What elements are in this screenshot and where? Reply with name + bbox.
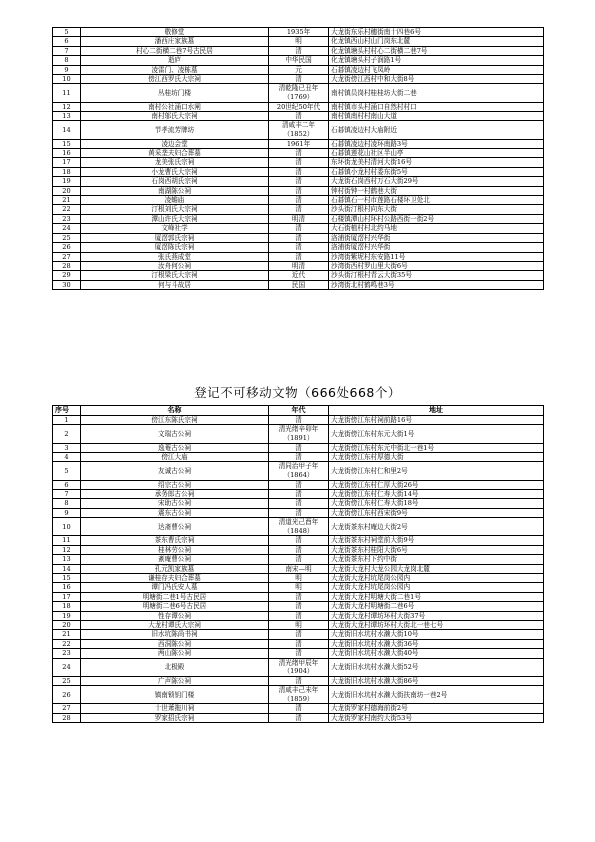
cell-era: 清	[269, 158, 329, 167]
cell-name: 小龙曹氏大宗祠	[81, 167, 269, 176]
cell-era: 明清	[269, 214, 329, 223]
table-row	[53, 280, 544, 289]
cell-serial: 8	[53, 499, 81, 508]
cell-address: 大龙街罗家村南约大街53号	[329, 713, 544, 722]
table-row	[53, 65, 544, 74]
cell-serial: 8	[53, 56, 81, 65]
cell-name: 文峰社学	[81, 224, 269, 233]
cell-era: 民国	[269, 280, 329, 289]
cell-era: 清同治甲子年（1864）	[269, 462, 329, 480]
cell-name: 达斋曹公祠	[81, 518, 269, 536]
cell-address: 大龙街大龙村坑尾岗公园内	[329, 583, 544, 592]
cell-era: 清	[269, 704, 329, 713]
cell-era: 清	[269, 649, 329, 658]
cell-address: 大龙街旧水坑村水濑大街86号	[329, 676, 544, 685]
cell-era: 清	[269, 205, 329, 214]
cell-address: 大龙街石岗西村万石大街29号	[329, 177, 544, 186]
cell-era: 清	[269, 555, 329, 564]
cell-era: 清	[269, 186, 329, 195]
cell-address: 大龙街旧水坑村水濑大街40号	[329, 649, 544, 658]
cell-address: 大龙街傍江西村中和大街8号	[329, 75, 544, 84]
cell-serial: 11	[53, 536, 81, 545]
table-row	[53, 214, 544, 223]
cell-name: 罗家招氏宗祠	[81, 713, 269, 722]
cell-name: 十世萧拖川祠	[81, 704, 269, 713]
table-header	[53, 406, 544, 416]
cell-era: 清咸丰二年（1852）	[269, 121, 329, 139]
cell-serial: 19	[53, 177, 81, 186]
cell-address: 化龙镇塘头村村心二街横二巷7号	[329, 46, 544, 55]
table-row	[53, 686, 544, 704]
relic-table-top	[52, 27, 544, 290]
cell-serial: 10	[53, 75, 81, 84]
cell-era: 清光绪辛卯年（1891）	[269, 425, 329, 443]
cell-serial: 19	[53, 611, 81, 620]
cell-name: 厦滘陈氏宗祠	[81, 243, 269, 252]
table-row	[53, 167, 544, 176]
table-row	[53, 37, 544, 46]
table-row	[53, 480, 544, 489]
table-row	[53, 139, 544, 148]
table-row	[53, 75, 544, 84]
cell-serial: 26	[53, 686, 81, 704]
cell-serial: 1	[53, 416, 81, 425]
cell-era: 清	[269, 112, 329, 121]
table-row	[53, 261, 544, 270]
cell-address: 大龙街大龙村明塘街二巷6号	[329, 602, 544, 611]
cell-address: 化龙镇西山村山门岗东北麓	[329, 37, 544, 46]
table-row	[53, 186, 544, 195]
table-row	[53, 583, 544, 592]
cell-address: 沙湾街北村鹤鸣巷3号	[329, 280, 544, 289]
cell-address: 石楼镇潭山村环村公路西街一街2号	[329, 214, 544, 223]
cell-address: 南村镇南村村南山大道	[329, 112, 544, 121]
cell-serial: 12	[53, 102, 81, 111]
cell-era: 清	[269, 545, 329, 554]
table-row	[53, 224, 544, 233]
cell-address: 石碁镇凌边村凌环南路3号	[329, 139, 544, 148]
cell-serial: 17	[53, 158, 81, 167]
cell-era: 明	[269, 37, 329, 46]
cell-serial: 30	[53, 280, 81, 289]
table-row	[53, 416, 544, 425]
cell-era: 清	[269, 602, 329, 611]
table-row	[53, 158, 544, 167]
cell-era: 清	[269, 75, 329, 84]
cell-era: 清光绪甲辰年（1904）	[269, 658, 329, 676]
cell-era: 清	[269, 490, 329, 499]
cell-name: 震东古公祠	[81, 508, 269, 517]
cell-era: 清	[269, 676, 329, 685]
cell-address: 大龙街傍江东村祠前路16号	[329, 416, 544, 425]
cell-serial: 14	[53, 564, 81, 573]
cell-serial: 5	[53, 462, 81, 480]
table-row	[53, 536, 544, 545]
cell-name: 厦滘郭氏宗祠	[81, 233, 269, 242]
cell-era: 清	[269, 713, 329, 722]
cell-address: 大龙街茶东村庵边大街2号	[329, 518, 544, 536]
header-serial: 序号	[53, 406, 81, 416]
cell-era: 清	[269, 46, 329, 55]
registered-relic-table	[52, 405, 544, 723]
cell-address: 大龙街大龙村明塘大街二巷1号	[329, 592, 544, 601]
table-row	[53, 602, 544, 611]
cell-serial: 18	[53, 602, 81, 611]
cell-address: 大龙街傍江东村仁寿大街18号	[329, 499, 544, 508]
cell-name: 节孝流芳牌坊	[81, 121, 269, 139]
cell-name: 友诚古公祠	[81, 462, 269, 480]
cell-name: 西洞陈公祠	[81, 639, 269, 648]
cell-address: 洛浦街厦滘村兴华街	[329, 243, 544, 252]
cell-serial: 15	[53, 574, 81, 583]
table-row	[53, 649, 544, 658]
table-row	[53, 621, 544, 630]
cell-name: 镇南锁钥门楼	[81, 686, 269, 704]
cell-name: 傍江大庙	[81, 453, 269, 462]
cell-era: 清	[269, 480, 329, 489]
cell-era: 清	[269, 177, 329, 186]
cell-serial: 4	[53, 453, 81, 462]
cell-name: 汀根刘氏大宗祠	[81, 205, 269, 214]
table-row	[53, 28, 544, 37]
cell-address: 大龙街茶东村祠堂前大街9号	[329, 536, 544, 545]
table-row	[53, 630, 544, 639]
cell-address: 洛浦街厦滘村兴华街	[329, 233, 544, 242]
cell-serial: 29	[53, 271, 81, 280]
cell-address: 大龙街傍江东村东元大街1号	[329, 425, 544, 443]
section-heading: 登记不可移动文物（666处668个）	[194, 385, 401, 400]
cell-name: 汝舟何公祠	[81, 261, 269, 270]
cell-serial: 24	[53, 658, 81, 676]
cell-serial: 12	[53, 545, 81, 554]
cell-era: 明	[269, 621, 329, 630]
cell-address: 大龙街大龙村谭坊环村大街北一巷七号	[329, 621, 544, 630]
cell-serial: 20	[53, 621, 81, 630]
cell-serial: 10	[53, 518, 81, 536]
cell-era: 清	[269, 149, 329, 158]
cell-era: 清	[269, 224, 329, 233]
table-row	[53, 102, 544, 111]
cell-serial: 21	[53, 630, 81, 639]
cell-serial: 7	[53, 490, 81, 499]
cell-serial: 28	[53, 713, 81, 722]
cell-address: 大石街植村村北约马地	[329, 224, 544, 233]
table-row	[53, 121, 544, 139]
cell-address: 东环街龙美村清河大街16号	[329, 158, 544, 167]
cell-serial: 26	[53, 243, 81, 252]
cell-address: 大龙街罗家村德海前街2号	[329, 704, 544, 713]
cell-era: 1935年	[269, 28, 329, 37]
header-era: 年代	[269, 406, 329, 416]
cell-address: 石碁镇石一村市莲路石楼环卫处北	[329, 196, 544, 205]
cell-address: 石碁镇凌边村大庙附近	[329, 121, 544, 139]
table-row	[53, 545, 544, 554]
cell-name: 桂林劳公祠	[81, 545, 269, 554]
cell-serial: 13	[53, 112, 81, 121]
cell-era: 清	[269, 639, 329, 648]
cell-serial: 9	[53, 508, 81, 517]
cell-address: 南村镇市头村涌口自然村村口	[329, 102, 544, 111]
table-row	[53, 271, 544, 280]
header-address: 地址	[329, 406, 544, 416]
cell-address: 大龙街傍江东村仁寿大街14号	[329, 490, 544, 499]
table-row	[53, 518, 544, 536]
cell-name: 南村公社涌口水闸	[81, 102, 269, 111]
cell-name: 汀根梁氏大宗祠	[81, 271, 269, 280]
cell-name: 张氏燕成堂	[81, 252, 269, 261]
cell-name: 傍江西罗氏大宗祠	[81, 75, 269, 84]
cell-name: 大龙村谭氏大宗祠	[81, 621, 269, 630]
cell-name: 北极殿	[81, 658, 269, 676]
cell-era: 清乾隆已丑年（1769）	[269, 84, 329, 102]
cell-era: 清	[269, 508, 329, 517]
cell-serial: 17	[53, 592, 81, 601]
cell-name: 明塘街二巷6号古民居	[81, 602, 269, 611]
cell-serial: 23	[53, 649, 81, 658]
cell-era: 清	[269, 592, 329, 601]
table-row	[53, 713, 544, 722]
cell-serial: 27	[53, 704, 81, 713]
table-row	[53, 453, 544, 462]
cell-serial: 6	[53, 37, 81, 46]
cell-era: 清	[269, 443, 329, 452]
cell-name: 承务郎古公祠	[81, 490, 269, 499]
cell-serial: 18	[53, 167, 81, 176]
cell-address: 大龙街傍江东村仁和里2号	[329, 462, 544, 480]
cell-name: 逸菴古公祠	[81, 443, 269, 452]
table-row	[53, 639, 544, 648]
table-row	[53, 592, 544, 601]
table-row	[53, 196, 544, 205]
cell-serial: 3	[53, 443, 81, 452]
cell-era: 南宋—明	[269, 564, 329, 573]
cell-name: 何与斗故居	[81, 280, 269, 289]
cell-address: 石碁镇凌边村飞凤岭	[329, 65, 544, 74]
cell-name: 黄采垄夫妇合葬墓	[81, 149, 269, 158]
cell-serial: 20	[53, 186, 81, 195]
cell-serial: 25	[53, 676, 81, 685]
table-row	[53, 574, 544, 583]
cell-serial: 2	[53, 425, 81, 443]
cell-serial: 25	[53, 233, 81, 242]
cell-address: 大龙街东乐村穗街南十四巷6号	[329, 28, 544, 37]
cell-serial: 22	[53, 639, 81, 648]
cell-name: 凌雷门、凌栋墓	[81, 65, 269, 74]
cell-serial: 24	[53, 224, 81, 233]
cell-name: 绍宗古公祠	[81, 480, 269, 489]
cell-serial: 5	[53, 28, 81, 37]
cell-address: 大龙街傍江东村厚德大街	[329, 453, 544, 462]
cell-name: 石岗西胡氏宗祠	[81, 177, 269, 186]
cell-name: 逝庐	[81, 56, 269, 65]
cell-name: 明塘街二巷1号古民居	[81, 592, 269, 601]
cell-name: 谭门冯氏安人墓	[81, 583, 269, 592]
cell-serial: 16	[53, 149, 81, 158]
cell-serial: 9	[53, 65, 81, 74]
cell-name: 龙美张氏宗祠	[81, 158, 269, 167]
cell-name: 谦桂存夫妇合葬墓	[81, 574, 269, 583]
header-name: 名称	[81, 406, 269, 416]
cell-era: 清	[269, 416, 329, 425]
table-row	[53, 443, 544, 452]
cell-era: 元	[269, 65, 329, 74]
table-row	[53, 252, 544, 261]
cell-serial: 14	[53, 121, 81, 139]
cell-address: 大龙街茶东村桂阳大街6号	[329, 545, 544, 554]
cell-era: 清道光己酉年（1848）	[269, 518, 329, 536]
table-row	[53, 508, 544, 517]
table-row	[53, 233, 544, 242]
cell-address: 大龙街大龙村谭坊环村大街37号	[329, 611, 544, 620]
cell-address: 大龙街大龙村大龙公园大龙岗北麓	[329, 564, 544, 573]
cell-name: 凌边会堂	[81, 139, 269, 148]
cell-name: 广声陈公祠	[81, 676, 269, 685]
table-row	[53, 564, 544, 573]
cell-address: 大龙街傍江东村西宋街9号	[329, 508, 544, 517]
cell-address: 大龙街大龙村坑尾岗公园内	[329, 574, 544, 583]
cell-era: 清	[269, 167, 329, 176]
cell-serial: 7	[53, 46, 81, 55]
cell-era: 1961年	[269, 139, 329, 148]
cell-era: 清咸丰己未年（1859）	[269, 686, 329, 704]
cell-name: 南湖陈公祠	[81, 186, 269, 195]
cell-name: 茶东曹氏宗祠	[81, 536, 269, 545]
table-row	[53, 676, 544, 685]
cell-era: 清	[269, 196, 329, 205]
cell-serial: 13	[53, 555, 81, 564]
cell-address: 沙湾街紫坭村东安路11号	[329, 252, 544, 261]
cell-name: 傍江东陈氏宗祠	[81, 416, 269, 425]
cell-era: 清	[269, 499, 329, 508]
cell-address: 沙头街汀根村青云大街35号	[329, 271, 544, 280]
cell-era: 近代	[269, 271, 329, 280]
cell-address: 南村镇员岗村桂桂坊大街二巷	[329, 84, 544, 102]
cell-serial: 28	[53, 261, 81, 270]
cell-address: 钟村街钟一村鹤巷大街	[329, 186, 544, 195]
cell-era: 中华民国	[269, 56, 329, 65]
cell-serial: 15	[53, 139, 81, 148]
table-row	[53, 205, 544, 214]
table-row	[53, 84, 544, 102]
cell-era: 20世纪50年代	[269, 102, 329, 111]
cell-address: 大龙街旧水坑村水濑大街10号	[329, 630, 544, 639]
table-row	[53, 611, 544, 620]
cell-era: 清	[269, 252, 329, 261]
cell-era: 清	[269, 453, 329, 462]
table-row	[53, 499, 544, 508]
table-row	[53, 149, 544, 158]
cell-serial: 27	[53, 252, 81, 261]
cell-address: 大龙街傍江东村东元中街北一巷1号	[329, 443, 544, 452]
cell-name: 潘西庄家族墓	[81, 37, 269, 46]
cell-era: 清	[269, 536, 329, 545]
cell-name: 文瑞古公祠	[81, 425, 269, 443]
table-row	[53, 56, 544, 65]
cell-era: 清	[269, 611, 329, 620]
cell-era: 明清	[269, 261, 329, 270]
cell-era: 清	[269, 243, 329, 252]
cell-serial: 21	[53, 196, 81, 205]
table-row	[53, 462, 544, 480]
cell-name: 紊庵曹公祠	[81, 555, 269, 564]
cell-serial: 16	[53, 583, 81, 592]
cell-serial: 11	[53, 84, 81, 102]
cell-name: 凌蟾庙	[81, 196, 269, 205]
cell-address: 大龙街傍江东村仁厚大街26号	[329, 480, 544, 489]
table-row	[53, 177, 544, 186]
cell-era: 清	[269, 630, 329, 639]
cell-address: 大龙街茶东村下约中街	[329, 555, 544, 564]
cell-serial: 23	[53, 214, 81, 223]
table-row	[53, 425, 544, 443]
table-row	[53, 490, 544, 499]
cell-name: 宋助古公祠	[81, 499, 269, 508]
cell-address: 沙湾街西村罗山里大街6号	[329, 261, 544, 270]
cell-address: 化龙镇塘头村子润路1号	[329, 56, 544, 65]
table-row	[53, 658, 544, 676]
cell-name: 潭山许氏大宗祠	[81, 214, 269, 223]
cell-name: 旧水坑陈尚书祠	[81, 630, 269, 639]
cell-name: 孔元凯家族墓	[81, 564, 269, 573]
cell-name: 丛桂坊门楼	[81, 84, 269, 102]
cell-address: 石碁镇小龙村村委东街5号	[329, 167, 544, 176]
cell-serial: 22	[53, 205, 81, 214]
cell-address: 大龙街旧水坑村水濑大街52号	[329, 658, 544, 676]
cell-name: 南村邬氏大宗祠	[81, 112, 269, 121]
cell-address: 大龙街旧水坑村水濑大街36号	[329, 639, 544, 648]
table-row	[53, 704, 544, 713]
table-row	[53, 555, 544, 564]
cell-address: 大龙街旧水坑村水濑大街扶南坊一巷2号	[329, 686, 544, 704]
cell-era: 清	[269, 233, 329, 242]
cell-address: 石碁镇莲花山社区半山亭	[329, 149, 544, 158]
cell-serial: 6	[53, 480, 81, 489]
cell-name: 村心二街横二巷7号古民居	[81, 46, 269, 55]
cell-name: 性存谭公祠	[81, 611, 269, 620]
table-row	[53, 46, 544, 55]
cell-era: 明	[269, 574, 329, 583]
cell-name: 敬修堂	[81, 28, 269, 37]
table-row	[53, 243, 544, 252]
table-row	[53, 112, 544, 121]
registered-relic-table-body	[53, 416, 544, 723]
cell-address: 沙头街汀根村向东大街	[329, 205, 544, 214]
cell-name: 两山陈公祠	[81, 649, 269, 658]
relic-table-top-body	[53, 28, 544, 290]
cell-era: 明	[269, 583, 329, 592]
